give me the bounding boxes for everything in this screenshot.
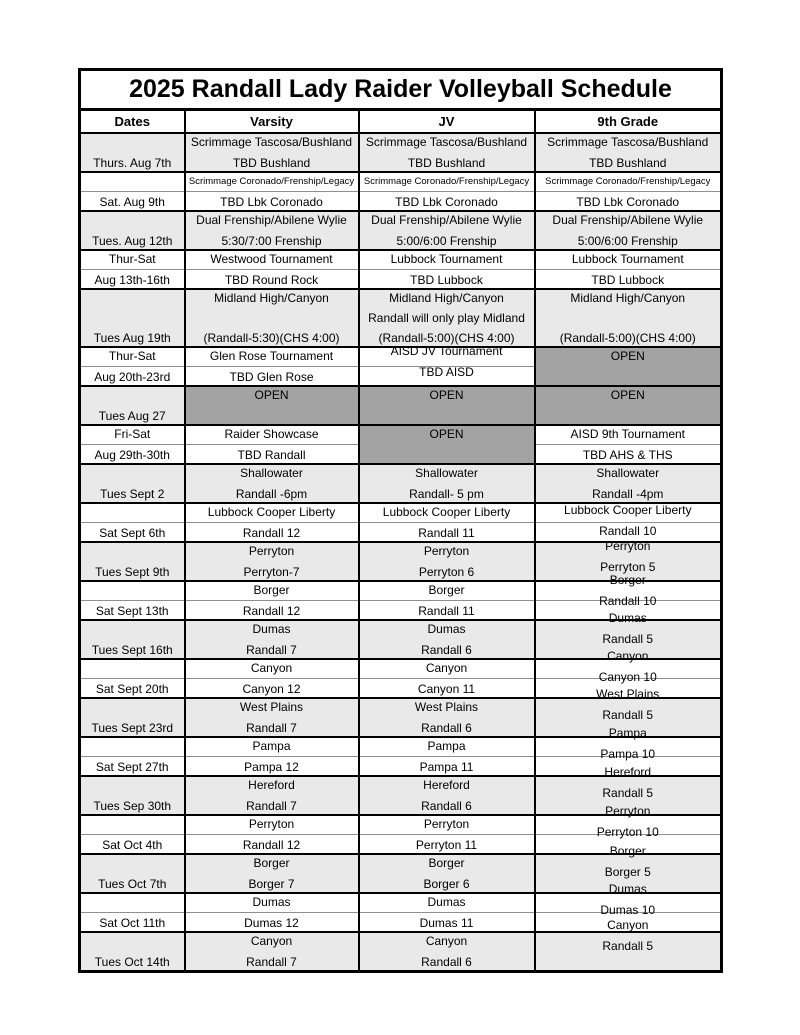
date-cell [80,893,185,932]
schedule-body [80,133,722,972]
date-label: Thur-Sat [108,349,156,363]
game-label: Scrimmage Coronado/Frenship/Legacy [188,176,355,187]
jv-cell [359,737,535,776]
game-label: Canyon 11 [417,682,476,696]
date-cell [80,737,185,776]
ninth-grade-cell [535,250,722,289]
jv-cell [359,172,535,211]
game-label: Borger [253,583,290,597]
game-label: Hereford [604,765,652,779]
game-label: Borger 7 [248,877,295,891]
open-label: OPEN [429,427,464,441]
date-label: Tues Sept 16th [91,643,173,657]
date-cell [80,503,185,542]
game-label: Dumas [427,622,466,636]
game-label: TBD AHS & THS [582,448,673,462]
game-label: Perryton [248,544,295,558]
game-label: Canyon [250,661,293,675]
varsity-cell [185,386,359,425]
game-label: Randall 6 [421,721,472,735]
date-cell [80,289,185,347]
jv-cell [359,133,535,172]
varsity-cell [185,503,359,542]
jv-cell [359,815,535,854]
schedule-row [80,211,722,250]
schedule-row [80,289,722,347]
game-label: Lubbock Tournament [571,252,684,266]
game-label: Canyon [250,934,293,948]
date-cell [80,659,185,698]
varsity-cell [185,620,359,659]
game-label: TBD Lbk Coronado [576,195,680,209]
jv-cell [359,854,535,893]
game-label: Canyon 10 [598,670,657,684]
game-label: Randall 11 [418,604,475,618]
varsity-cell [185,347,359,386]
game-label: Borger [428,583,465,597]
game-label: Scrimmage Tascosa/Bushland [190,135,353,149]
game-label: Pampa [427,739,466,753]
game-label: TBD Bushland [232,156,311,170]
varsity-cell [185,854,359,893]
varsity-cell [185,776,359,815]
varsity-cell [185,893,359,932]
schedule-row [80,250,722,289]
game-label: Randall -6pm [235,487,308,501]
game-label: Dumas [608,611,647,625]
game-label: Dumas 12 [244,916,299,930]
jv-cell [359,659,535,698]
jv-cell [359,289,535,347]
game-label: Pampa 10 [600,747,656,761]
game-label: TBD Bushland [407,156,486,170]
date-cell [80,542,185,581]
date-label: Tues. Aug 12th [92,234,173,248]
varsity-cell [185,289,359,347]
date-label: Fri-Sat [114,427,151,441]
ninth-grade-cell [535,133,722,172]
ninth-grade-cell [535,347,722,386]
col-header-dates: Dates [80,110,185,134]
open-label: OPEN [254,388,289,402]
game-label: Shallowater [240,466,303,480]
game-label: TBD Randall [237,448,306,462]
game-label: Lubbock Cooper Liberty [564,503,692,517]
jv-cell [359,250,535,289]
game-label: Borger 5 [604,865,651,879]
game-label: West Plains [596,687,660,701]
game-label: Randall 12 [242,526,301,540]
date-cell [80,250,185,289]
varsity-cell [185,581,359,620]
jv-cell [359,932,535,972]
varsity-cell [185,250,359,289]
game-label: Borger [609,573,646,587]
game-label: Scrimmage Coronado/Frenship/Legacy [363,176,530,187]
game-label: AISD JV Tournament [390,344,503,358]
game-label: Randall 6 [421,643,472,657]
game-label: Perryton 10 [596,825,659,839]
game-label: Dumas [252,895,291,909]
game-label: Pampa [608,726,647,740]
game-label: Canyon [607,918,649,932]
date-label: Sat. Aug 9th [99,195,165,209]
game-label: Perryton [423,544,470,558]
date-cell [80,815,185,854]
jv-cell [359,464,535,503]
game-label: West Plains [414,700,479,714]
date-label: Aug 29th-30th [94,448,170,462]
schedule-row [80,347,722,386]
jv-cell [359,386,535,425]
game-label: Canyon [425,934,468,948]
title-row [80,70,722,110]
col-header-9th-grade: 9th Grade [535,110,722,134]
date-label: Sat Sept 13th [95,604,169,618]
varsity-cell [185,815,359,854]
varsity-cell [185,698,359,737]
date-cell [80,932,185,972]
game-label: Perryton 11 [415,838,478,852]
schedule-row [80,464,722,503]
game-label: Borger 6 [423,877,470,891]
game-label: Randall -4pm [592,487,664,501]
game-label: AISD 9th Tournament [570,427,685,441]
date-label: Tues Sept 23rd [91,721,174,735]
game-label: Perryton-7 [243,565,300,579]
date-label: Tues Aug 19th [93,331,171,345]
game-label: Scrimmage Tascosa/Bushland [365,135,528,149]
game-label: Dumas 11 [419,916,474,930]
game-label: Randall 6 [421,955,472,969]
column-header-row [80,110,722,134]
game-label: TBD AISD [419,365,474,379]
game-label: Lubbock Cooper Liberty [382,505,511,519]
schedule-row [80,503,722,542]
varsity-cell [185,172,359,211]
date-label: Sat Oct 4th [102,838,163,852]
game-label: Midland High/Canyon [570,291,686,305]
game-label: TBD Lubbock [410,273,483,287]
game-label: Perryton [423,817,470,831]
game-label: Randall 5 [602,708,654,722]
col-header-jv: JV [359,110,535,134]
date-cell [80,776,185,815]
date-cell [80,464,185,503]
jv-cell [359,698,535,737]
varsity-cell [185,737,359,776]
date-label: Thurs. Aug 7th [93,156,172,170]
ninth-grade-cell [535,172,722,211]
ninth-grade-cell [535,211,722,250]
game-label: Randall 12 [242,838,301,852]
game-label: TBD Round Rock [224,273,319,287]
jv-cell [359,776,535,815]
ninth-grade-cell [535,918,722,972]
game-label: Midland High/Canyon [389,291,504,305]
schedule-row [80,386,722,425]
jv-cell [359,581,535,620]
schedule-row [80,425,722,464]
date-label: Aug 20th-23rd [94,370,171,384]
date-label: Tues Sep 30th [93,799,172,813]
game-label: Randall 6 [421,799,472,813]
game-label: Lubbock Tournament [390,252,503,266]
game-label: 5:00/6:00 Frenship [396,234,497,248]
game-label: TBD Lbk Coronado [220,195,323,209]
varsity-cell [185,133,359,172]
date-cell [80,386,185,425]
game-label: Perryton 5 [600,560,656,574]
game-label: Canyon 12 [242,682,301,696]
game-label: Dual Frenship/Abilene Wylie [196,213,347,227]
open-label: OPEN [610,349,645,363]
game-label: Randall 5 [602,632,654,646]
game-label: TBD Bushland [589,156,667,170]
game-label: Perryton [605,804,651,818]
date-cell [80,172,185,211]
game-label: Randall 5 [602,939,654,953]
date-cell [80,347,185,386]
game-label: Shallowater [415,466,478,480]
open-label: OPEN [610,388,645,402]
game-label: Pampa 11 [419,760,474,774]
game-label: Scrimmage Tascosa/Bushland [547,135,709,149]
date-cell [80,133,185,172]
game-label: Randall 10 [599,594,657,608]
game-label: Randall will only play Midland [368,311,525,325]
jv-cell [359,893,535,932]
page-title: 2025 Randall Lady Raider Volleyball Schedule [80,70,722,110]
game-label: Randall 5 [602,786,654,800]
game-label: 5:00/6:00 Frenship [577,234,678,248]
game-label: TBD Lbk Coronado [395,195,498,209]
game-label: (Randall-5:00)(CHS 4:00) [378,331,515,345]
varsity-cell [185,425,359,464]
jv-cell [359,542,535,581]
date-label: Sat Sept 20th [95,682,169,696]
game-label: Randall 7 [246,799,297,813]
date-label: Sat Oct 11th [99,916,166,930]
game-label: Randall 7 [246,643,297,657]
date-label: Aug 13th-16th [94,273,170,287]
game-label: Randall 11 [418,526,475,540]
date-label: Tues Oct 7th [98,877,167,891]
ninth-grade-cell [535,464,722,503]
date-cell [80,854,185,893]
ninth-grade-cell [535,503,722,542]
date-cell [80,620,185,659]
jv-cell [359,620,535,659]
ninth-grade-cell [535,289,722,347]
game-label: Lubbock Cooper Liberty [207,505,336,519]
game-label: West Plains [239,700,304,714]
date-cell [80,698,185,737]
date-label: Tues Sept 9th [95,565,170,579]
schedule-row [80,133,722,172]
game-label: TBD Glen Rose [229,370,314,384]
game-label: Pampa 12 [244,760,299,774]
schedule-table [78,68,723,973]
ninth-grade-cell [535,386,722,425]
game-label: Borger [428,856,465,870]
game-label: Dumas [427,895,466,909]
jv-cell [359,503,535,542]
game-label: Randall 10 [599,524,657,538]
game-label: Perryton [248,817,295,831]
game-label: Randall 7 [246,721,297,735]
varsity-cell [185,659,359,698]
game-label: 5:30/7:00 Frenship [221,234,322,248]
game-label: Borger [609,844,646,858]
varsity-cell [185,211,359,250]
date-label: Tues Oct 14th [94,955,170,969]
varsity-cell [185,464,359,503]
game-label: Dual Frenship/Abilene Wylie [371,213,522,227]
game-label: Westwood Tournament [210,252,333,266]
game-label: Dumas [252,622,291,636]
game-label: Dumas 10 [600,903,656,917]
game-label: Perryton 6 [418,565,475,579]
date-cell [80,581,185,620]
date-label: Sat Sept 27th [95,760,169,774]
varsity-cell [185,932,359,972]
jv-cell [359,211,535,250]
schedule-row [80,932,722,972]
game-label: Perryton [605,539,651,553]
date-label: Sat Sept 6th [99,526,166,540]
jv-cell [359,344,535,386]
date-label: Tues Aug 27 [98,409,166,423]
game-label: (Randall-5:00)(CHS 4:00) [559,331,696,345]
game-label: Pampa [252,739,291,753]
game-label: Dual Frenship/Abilene Wylie [552,213,704,227]
game-label: Midland High/Canyon [214,291,329,305]
game-label: Hereford [423,778,470,792]
game-label: Borger [253,856,290,870]
col-header-varsity: Varsity [185,110,359,134]
date-cell [80,211,185,250]
date-label: Thur-Sat [108,252,156,266]
jv-cell [359,425,535,464]
game-label: Randall- 5 pm [409,487,484,501]
open-label: OPEN [429,388,464,402]
game-label: Canyon [607,649,649,663]
game-label: Glen Rose Tournament [209,349,334,363]
date-cell [80,425,185,464]
game-label: Randall 12 [242,604,301,618]
ninth-grade-cell [535,425,722,464]
game-label: Hereford [248,778,295,792]
game-label: TBD Lubbock [591,273,665,287]
game-label: Canyon [425,661,468,675]
game-label: (Randall-5:30)(CHS 4:00) [203,331,340,345]
game-label: Scrimmage Coronado/Frenship/Legacy [545,176,711,187]
game-label: Shallowater [596,466,660,480]
game-label: Raider Showcase [224,427,319,441]
game-label: Dumas [608,882,647,896]
game-label: Randall 7 [246,955,297,969]
varsity-cell [185,542,359,581]
schedule-row [80,172,722,211]
date-label: Tues Sept 2 [100,487,165,501]
